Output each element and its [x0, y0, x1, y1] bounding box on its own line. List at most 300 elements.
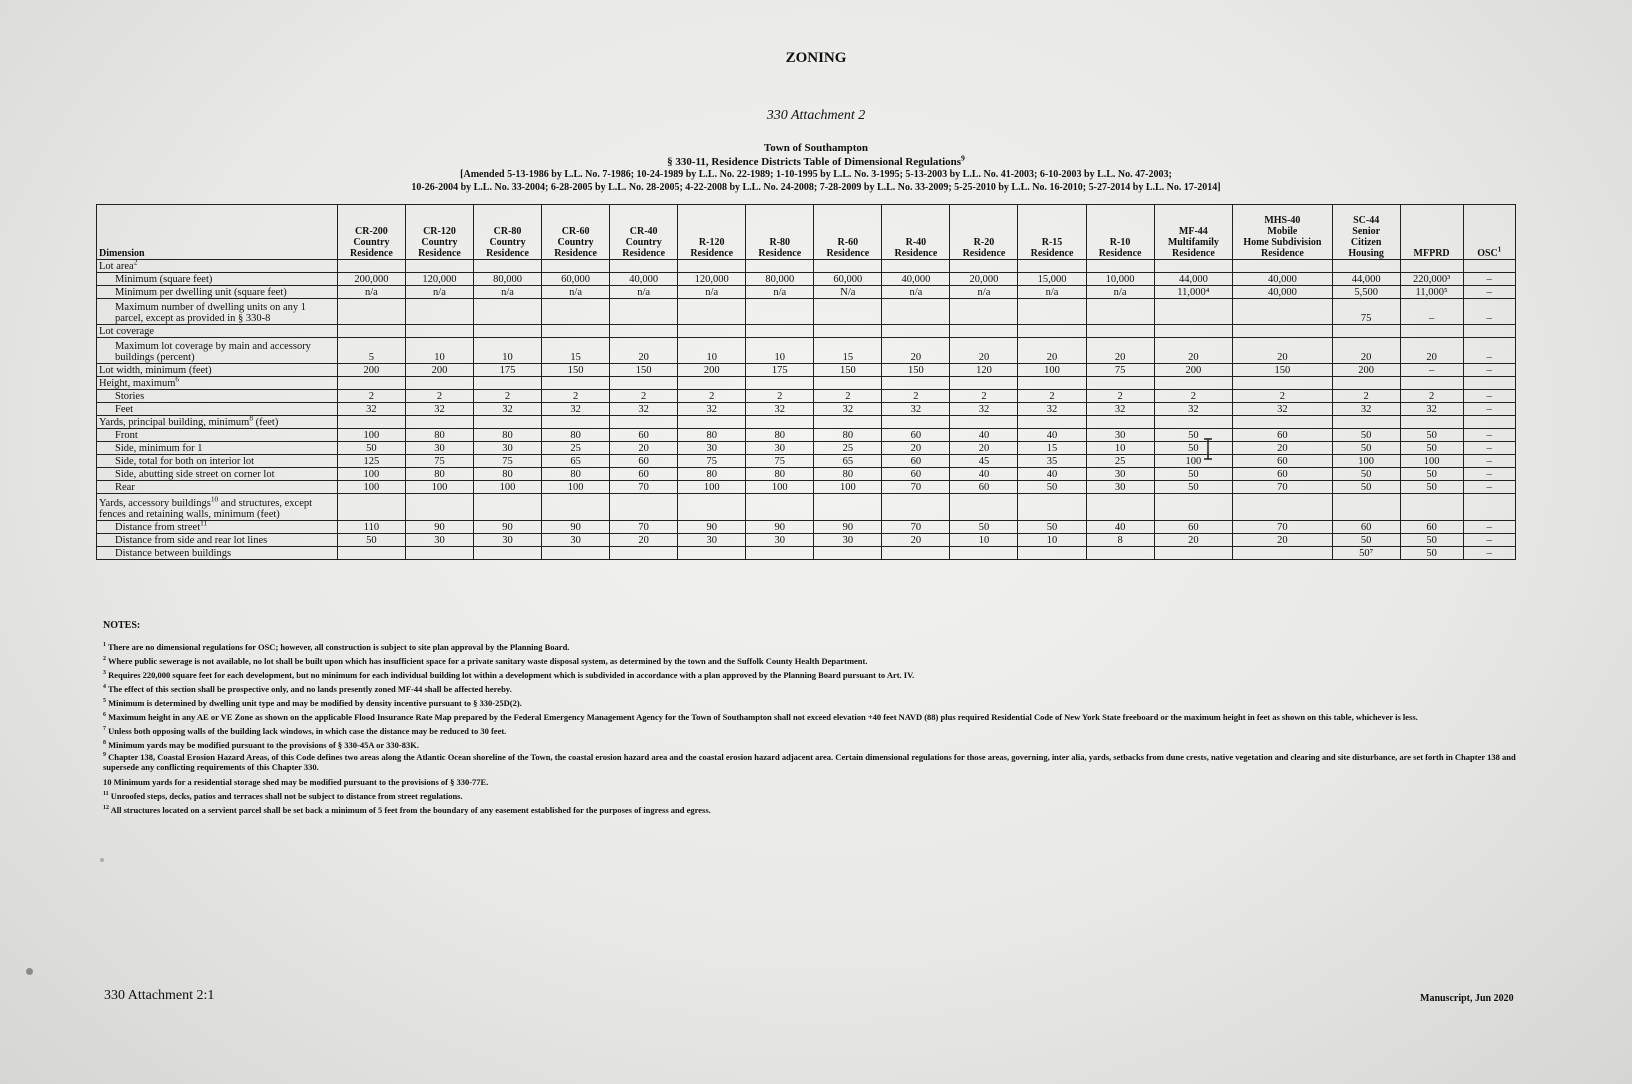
table-row — [97, 260, 1516, 273]
district-header-line: Residence — [962, 248, 1006, 259]
table-cell — [542, 377, 610, 390]
table-cell: – — [1463, 403, 1515, 416]
table-cell: 70 — [610, 521, 678, 534]
table-cell: 25 — [1086, 455, 1154, 468]
row-label — [97, 364, 338, 377]
table-cell — [1018, 547, 1086, 560]
district-column-header — [473, 205, 541, 260]
table-cell — [1233, 299, 1332, 325]
table-cell — [542, 547, 610, 560]
district-column-header — [1400, 205, 1463, 260]
table-cell — [1086, 377, 1154, 390]
table-cell: 60,000 — [814, 273, 882, 286]
table-cell — [610, 416, 678, 429]
table-cell: 32 — [1233, 403, 1332, 416]
note-text: Unroofed steps, decks, patios and terraces shall not be subject to distance from street regulations. — [110, 791, 463, 801]
table-cell — [882, 260, 950, 273]
running-header: ZONING — [785, 50, 847, 66]
district-header-line: Home Subdivision — [1243, 237, 1322, 248]
table-cell — [1463, 377, 1515, 390]
table-cell: 15 — [1018, 442, 1086, 455]
table-cell — [1233, 377, 1332, 390]
table-cell: 100 — [337, 468, 405, 481]
table-cell — [337, 494, 405, 521]
table-cell: 200,000 — [337, 273, 405, 286]
table-cell: 70 — [1233, 481, 1332, 494]
district-header-line: Country — [557, 237, 594, 248]
row-label — [97, 374, 338, 390]
table-cell: 20 — [882, 442, 950, 455]
notes-list — [103, 640, 1553, 817]
table-cell: 30 — [405, 534, 473, 547]
table-cell: 100 — [1332, 455, 1400, 468]
table-cell — [950, 377, 1018, 390]
district-column-header — [1086, 205, 1154, 260]
table-cell — [1233, 547, 1332, 560]
table-cell: 2 — [746, 390, 814, 403]
table-cell: 20,000 — [950, 273, 1018, 286]
table-cell — [1086, 547, 1154, 560]
table-cell: 40 — [1018, 468, 1086, 481]
table-cell — [814, 494, 882, 521]
table-cell — [1154, 325, 1233, 338]
table-cell — [473, 416, 541, 429]
district-column-header — [882, 205, 950, 260]
table-cell: 60 — [882, 429, 950, 442]
table-cell: 100 — [405, 481, 473, 494]
table-cell: 10 — [746, 338, 814, 364]
note-number: 1 — [103, 642, 106, 649]
note-text: Unless both opposing walls of the building lack windows, in which case the distance may be reduced to 30 feet. — [108, 726, 507, 736]
table-cell — [337, 547, 405, 560]
table-cell: 50 — [1400, 429, 1463, 442]
table-cell: 32 — [1400, 403, 1463, 416]
row-label — [97, 286, 338, 299]
district-header-line: MHS-40 — [1264, 215, 1301, 226]
district-header-line: R-80 — [769, 237, 791, 248]
table-cell: 40 — [950, 468, 1018, 481]
table-cell — [1332, 377, 1400, 390]
table-cell: 25 — [814, 442, 882, 455]
table-cell: – — [1463, 286, 1515, 299]
table-cell: 80 — [542, 468, 610, 481]
table-cell — [473, 547, 541, 560]
row-label — [97, 494, 338, 521]
district-header-line: CR-80 — [493, 226, 522, 237]
table-cell: 40 — [1086, 521, 1154, 534]
table-row — [97, 534, 1516, 547]
table-cell: 30 — [746, 534, 814, 547]
table-row — [97, 468, 1516, 481]
table-cell: 60 — [882, 455, 950, 468]
row-label-sup: 2 — [133, 257, 138, 267]
table-cell: 50 — [1400, 481, 1463, 494]
table-cell: 32 — [678, 403, 746, 416]
district-header-line: Residence — [690, 248, 734, 259]
district-column-header — [950, 205, 1018, 260]
row-label-text: Lot coverage — [99, 326, 155, 337]
table-cell: 80 — [746, 468, 814, 481]
note-item — [103, 789, 1553, 803]
table-cell: 20 — [1400, 338, 1463, 364]
table-cell: 30 — [678, 442, 746, 455]
table-row — [97, 390, 1516, 403]
table-cell: 150 — [542, 364, 610, 377]
table-cell: 50 — [1154, 442, 1233, 455]
table-cell — [882, 377, 950, 390]
table-cell — [1086, 299, 1154, 325]
table-cell: 32 — [1154, 403, 1233, 416]
table-cell: 110 — [337, 521, 405, 534]
note-number: 5 — [103, 698, 106, 705]
table-cell — [1463, 416, 1515, 429]
table-cell: 100 — [1018, 364, 1086, 377]
row-label-sup: 10 — [210, 494, 219, 504]
table-cell — [405, 377, 473, 390]
table-cell: 60 — [610, 455, 678, 468]
district-header-line: Residence — [894, 248, 938, 259]
table-row — [97, 325, 1516, 338]
row-label-text: Yards, accessory buildings — [99, 498, 211, 509]
table-cell — [950, 299, 1018, 325]
footer-date: Manuscript, Jun 2020 — [1420, 993, 1514, 1004]
row-label-text: Yards, principal building, minimum — [99, 417, 250, 428]
table-cell — [950, 260, 1018, 273]
row-label — [97, 455, 338, 468]
table-cell: 30 — [473, 442, 541, 455]
table-cell: 2 — [542, 390, 610, 403]
note-number: 12 — [103, 805, 109, 812]
table-cell: 50 — [1018, 521, 1086, 534]
table-cell: 5,500 — [1332, 286, 1400, 299]
table-cell — [814, 377, 882, 390]
district-column-header — [1463, 205, 1515, 260]
row-label-suffix: (feet) — [252, 417, 279, 428]
table-cell: 120 — [950, 364, 1018, 377]
row-label — [97, 429, 338, 442]
table-cell — [610, 325, 678, 338]
table-cell: 10 — [473, 338, 541, 364]
table-cell: 175 — [473, 364, 541, 377]
table-cell: 25 — [542, 442, 610, 455]
table-cell: 60 — [950, 481, 1018, 494]
table-cell: 50 — [1400, 547, 1463, 560]
district-header-line: CR-40 — [629, 226, 658, 237]
table-row — [97, 455, 1516, 468]
table-cell — [542, 494, 610, 521]
table-cell: 65 — [814, 455, 882, 468]
district-header-line: Housing — [1348, 248, 1384, 259]
table-cell — [337, 299, 405, 325]
table-row — [97, 364, 1516, 377]
table-cell — [610, 260, 678, 273]
row-label-text: Height, maximum — [99, 378, 176, 389]
note-number: 8 — [103, 740, 106, 747]
table-cell — [814, 416, 882, 429]
row-label — [97, 390, 338, 403]
table-cell: n/a — [950, 286, 1018, 299]
table-cell: 2 — [1154, 390, 1233, 403]
table-row — [97, 273, 1516, 286]
table-cell: 75 — [746, 455, 814, 468]
table-cell: 150 — [610, 364, 678, 377]
table-cell: 100 — [337, 429, 405, 442]
note-text: Minimum yards for a residential storage shed may be modified pursuant to the provisions of § 330-77E. — [113, 777, 489, 787]
table-cell — [678, 325, 746, 338]
table-cell: 20 — [1018, 338, 1086, 364]
note-text: There are no dimensional regulations for OSC; however, all construction is subject to site plan approval by the Planning Board. — [107, 642, 570, 652]
district-header-line: Multifamily — [1167, 237, 1219, 248]
table-cell: 60 — [1233, 455, 1332, 468]
table-cell — [814, 547, 882, 560]
table-cell: 20 — [882, 338, 950, 364]
table-cell: n/a — [610, 286, 678, 299]
table-cell: 100 — [746, 481, 814, 494]
table-cell: 60 — [1233, 468, 1332, 481]
row-label-text: Front — [115, 430, 138, 441]
table-cell: 75 — [1332, 299, 1400, 325]
row-label-text: Distance from side and rear lot lines — [115, 535, 268, 546]
note-text: Maximum height in any AE or VE Zone as shown on the applicable Flood Insurance Rate Map prepared by the Federal Emergency Management Agency for the Town of Southampton shall not exceed elevation +40 feet NAVD (88) plus required Residential Code of New York State freeboard or the maximum height in feet as shown on this table, whichever is less. — [108, 712, 1418, 722]
row-label-text: Rear — [115, 482, 135, 493]
table-cell: 70 — [1233, 521, 1332, 534]
table-cell: 75 — [678, 455, 746, 468]
row-label-text: Minimum per dwelling unit (square feet) — [115, 287, 287, 298]
table-cell — [405, 260, 473, 273]
row-label-text: Side, total for both on interior lot — [115, 456, 255, 467]
note-item — [103, 668, 1553, 682]
table-cell: 32 — [746, 403, 814, 416]
district-header-sup: 1 — [1497, 245, 1502, 254]
table-cell — [746, 299, 814, 325]
table-cell: 100 — [337, 481, 405, 494]
table-cell: 2 — [337, 390, 405, 403]
table-cell: 40,000 — [1233, 286, 1332, 299]
table-cell: 70 — [882, 521, 950, 534]
table-cell — [610, 494, 678, 521]
table-cell — [473, 377, 541, 390]
district-header-line: Residence — [826, 248, 870, 259]
row-label-text: Minimum (square feet) — [115, 274, 213, 285]
row-label-text: Distance between buildings — [115, 548, 232, 559]
table-cell — [882, 299, 950, 325]
table-cell: n/a — [473, 286, 541, 299]
table-cell: 2 — [473, 390, 541, 403]
table-cell: 90 — [814, 521, 882, 534]
table-cell: 20 — [1154, 338, 1233, 364]
row-label-text: Lot width, minimum (feet) — [99, 365, 212, 376]
table-cell: 50 — [1400, 468, 1463, 481]
table-cell: 40 — [950, 429, 1018, 442]
table-cell: n/a — [882, 286, 950, 299]
table-cell: 60 — [1154, 521, 1233, 534]
table-cell: – — [1400, 364, 1463, 377]
table-cell: 50 — [1332, 481, 1400, 494]
table-cell — [950, 494, 1018, 521]
note-number: 2 — [103, 656, 106, 663]
section-title — [0, 153, 1632, 168]
district-header-line: Residence — [1260, 248, 1304, 259]
table-cell: 32 — [1332, 403, 1400, 416]
note-item — [103, 738, 1553, 752]
table-cell: 5 — [337, 338, 405, 364]
town-name: Town of Southampton — [763, 142, 869, 154]
table-row — [97, 377, 1516, 390]
table-cell — [814, 325, 882, 338]
text-cursor-icon — [1201, 438, 1215, 460]
table-cell: 90 — [678, 521, 746, 534]
table-cell: 150 — [1233, 364, 1332, 377]
district-header-line: R-60 — [837, 237, 859, 248]
table-cell: 32 — [337, 403, 405, 416]
table-cell: 30 — [1086, 468, 1154, 481]
table-cell — [1233, 325, 1332, 338]
row-label-text: Side, minimum for 1 — [115, 443, 203, 454]
note-item — [103, 640, 1553, 654]
row-label-text: Feet — [115, 404, 134, 415]
note-text: Minimum yards may be modified pursuant to the provisions of § 330-45A or 330-83K. — [108, 740, 419, 750]
district-header-line: Country — [489, 237, 526, 248]
table-cell — [1400, 377, 1463, 390]
table-cell: 15 — [814, 338, 882, 364]
table-cell: 50 — [337, 534, 405, 547]
district-header-line: Country — [625, 237, 662, 248]
table-cell: 200 — [1332, 364, 1400, 377]
table-cell — [1400, 260, 1463, 273]
district-header-line: MFPRD — [1413, 248, 1450, 259]
table-cell — [678, 377, 746, 390]
table-row — [97, 403, 1516, 416]
table-cell — [678, 260, 746, 273]
table-cell — [1018, 377, 1086, 390]
table-cell — [542, 325, 610, 338]
table-cell — [1233, 260, 1332, 273]
note-item — [103, 710, 1553, 724]
table-cell — [1400, 325, 1463, 338]
table-cell: 20 — [1332, 338, 1400, 364]
district-column-header — [405, 205, 473, 260]
screen-speck — [26, 968, 33, 975]
table-cell: n/a — [1086, 286, 1154, 299]
table-row — [97, 494, 1516, 521]
district-header-text: OSC — [1477, 248, 1498, 259]
table-cell — [405, 299, 473, 325]
table-cell: 50 — [1154, 481, 1233, 494]
table-cell — [1332, 416, 1400, 429]
district-header-line: R-120 — [698, 237, 725, 248]
table-cell: – — [1463, 481, 1515, 494]
table-cell — [1154, 416, 1233, 429]
table-cell: 2 — [1332, 390, 1400, 403]
section-title-sup: 9 — [961, 153, 965, 163]
row-label — [97, 413, 338, 429]
note-number: 7 — [103, 726, 106, 733]
table-cell: 100 — [1154, 455, 1233, 468]
table-cell: 30 — [678, 534, 746, 547]
district-column-header — [337, 205, 405, 260]
note-number: 9 — [103, 752, 106, 759]
table-cell: 60 — [1332, 521, 1400, 534]
table-cell: 20 — [1233, 442, 1332, 455]
district-header-line: R-40 — [905, 237, 927, 248]
table-cell: 150 — [882, 364, 950, 377]
table-cell: 32 — [610, 403, 678, 416]
table-cell: 15 — [542, 338, 610, 364]
table-cell: 11,000⁴ — [1154, 286, 1233, 299]
table-cell: 75 — [473, 455, 541, 468]
table-cell: 150 — [814, 364, 882, 377]
table-cell: n/a — [746, 286, 814, 299]
table-cell: 44,000 — [1332, 273, 1400, 286]
table-row — [97, 521, 1516, 534]
table-cell: 80 — [814, 429, 882, 442]
note-item — [103, 654, 1553, 668]
table-cell — [1086, 416, 1154, 429]
table-cell: 50 — [1154, 468, 1233, 481]
table-cell — [337, 416, 405, 429]
table-cell: 50 — [1332, 442, 1400, 455]
table-cell: 44,000 — [1154, 273, 1233, 286]
section-title-text: § 330-11, Residence Districts Table of Dimensional Regulations — [667, 156, 962, 168]
table-cell: 40,000 — [610, 273, 678, 286]
row-label — [97, 325, 338, 338]
table-cell: 90 — [405, 521, 473, 534]
amended-line-2: 10-26-2004 by L.L. No. 33-2004; 6-28-2005 by L.L. No. 28-2005; 4-22-2008 by L.L. No. 24-2008; 7-28-2009 by L.L. No. 33-2009; 5-25-2010 by L.L. No. 16-2010; 5-27-2014 by L.L. No. 17-2014] — [411, 182, 1221, 193]
table-cell: 32 — [1018, 403, 1086, 416]
district-header-line: R-15 — [1041, 237, 1063, 248]
table-cell: 90 — [746, 521, 814, 534]
table-cell — [1154, 377, 1233, 390]
table-cell: 100 — [814, 481, 882, 494]
district-header-line — [1466, 245, 1513, 259]
amended-line-1: [Amended 5-13-1986 by L.L. No. 7-1986; 10-24-1989 by L.L. No. 22-1989; 1-10-1995 by L.L. No. 3-1995; 5-13-2003 by L.L. No. 41-2003; 6-10-2003 by L.L. No. 47-2003; — [460, 169, 1172, 180]
table-cell — [1233, 416, 1332, 429]
table-cell: 20 — [610, 534, 678, 547]
table-cell: 20 — [1233, 338, 1332, 364]
table-cell: 2 — [1400, 390, 1463, 403]
table-cell — [746, 494, 814, 521]
table-cell: 200 — [337, 364, 405, 377]
table-cell — [746, 325, 814, 338]
table-cell: 80 — [473, 468, 541, 481]
district-header-line: MF-44 — [1178, 226, 1208, 237]
table-cell: 20 — [1154, 534, 1233, 547]
note-text: Where public sewerage is not available, no lot shall be built upon which has insufficient space for a private sanitary waste disposal system, as determined by the town and the Suffolk County Health Department. — [107, 656, 868, 666]
table-cell: 100 — [542, 481, 610, 494]
table-cell: 10 — [1018, 534, 1086, 547]
table-cell: 10 — [678, 338, 746, 364]
table-cell: 60 — [882, 468, 950, 481]
district-column-header — [1018, 205, 1086, 260]
table-cell: – — [1463, 299, 1515, 325]
attachment-title: 330 Attachment 2 — [766, 108, 866, 123]
note-item — [103, 724, 1553, 738]
table-cell: 80 — [542, 429, 610, 442]
table-cell: 2 — [1086, 390, 1154, 403]
table-cell: 20 — [950, 442, 1018, 455]
dimension-column-header: Dimension — [97, 205, 338, 260]
table-cell: 40,000 — [882, 273, 950, 286]
table-cell — [1154, 494, 1233, 521]
row-label-sup: 6 — [175, 374, 180, 384]
table-cell: 80 — [405, 468, 473, 481]
table-cell — [950, 416, 1018, 429]
note-number: 4 — [103, 684, 106, 691]
table-cell: 120,000 — [678, 273, 746, 286]
row-label — [97, 468, 338, 481]
table-cell: 75 — [1086, 364, 1154, 377]
table-cell — [542, 299, 610, 325]
